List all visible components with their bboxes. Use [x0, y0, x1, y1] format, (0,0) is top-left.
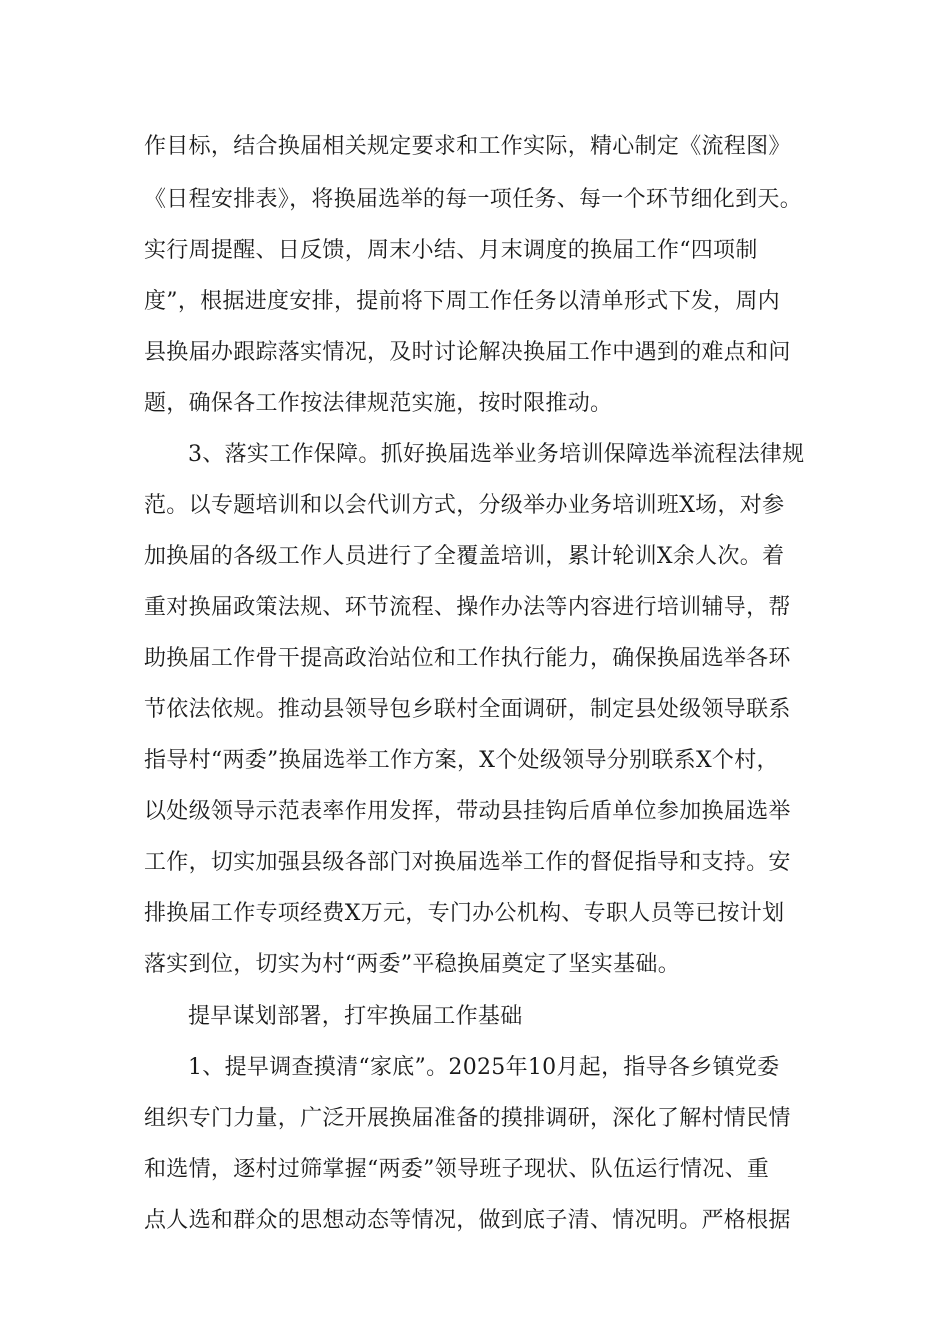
- text-line-22: 点人选和群众的思想动态等情况，做到底子清、情况明。严格根据: [144, 1208, 791, 1233]
- text-line-9: 加换届的各级工作人员进行了全覆盖培训，累计轮训X余人次。着: [144, 544, 785, 569]
- text-line-8: 范。以专题培训和以会代训方式，分级举办业务培训班X场，对参: [144, 493, 785, 518]
- text-line-15: 工作，切实加强县级各部门对换届选举工作的督促指导和支持。安: [144, 850, 791, 875]
- text-line-14: 以处级领导示范表率作用发挥，带动县挂钩后盾单位参加换届选举: [144, 799, 791, 824]
- text-line-10: 重对换届政策法规、环节流程、操作办法等内容进行培训辅导，帮: [144, 595, 791, 620]
- text-line-3: 实行周提醒、日反馈，周末小结、月末调度的换届工作“四项制: [144, 238, 758, 263]
- text-line-16: 排换届工作专项经费X万元，专门办公机构、专职人员等已按计划: [144, 901, 785, 926]
- paragraph-1-start: 1、提早调查摸清“家底”。2025年10月起，指导各乡镇党委: [188, 1055, 780, 1080]
- text-line-5: 县换届办跟踪落实情况，及时讨论解决换届工作中遇到的难点和问: [144, 340, 791, 365]
- text-line-20: 组织专门力量，广泛开展换届准备的摸排调研，深化了解村情民情: [144, 1106, 791, 1131]
- text-line-17: 落实到位，切实为村“两委”平稳换届奠定了坚实基础。: [144, 952, 680, 977]
- text-line-2: 《日程安排表》，将换届选举的每一项任务、每一个环节细化到天。: [144, 187, 803, 212]
- text-line-11: 助换届工作骨干提高政治站位和工作执行能力，确保换届选举各环: [144, 646, 791, 671]
- text-line-12: 节依法依规。推动县领导包乡联村全面调研，制定县处级领导联系: [144, 697, 791, 722]
- text-line-6: 题，确保各工作按法律规范实施，按时限推动。: [144, 391, 613, 416]
- text-line-13: 指导村“两委”换届选举工作方案，X个处级领导分别联系X个村，: [144, 748, 779, 773]
- text-line-1: 作目标，结合换届相关规定要求和工作实际，精心制定《流程图》: [144, 134, 791, 159]
- text-line-4: 度”，根据进度安排，提前将下周工作任务以清单形式下发，周内: [144, 289, 780, 314]
- section-heading: 提早谋划部署，打牢换届工作基础: [188, 1004, 523, 1029]
- paragraph-3-start: 3、落实工作保障。抓好换届选举业务培训保障选举流程法律规: [188, 442, 805, 467]
- text-line-21: 和选情，逐村过筛掌握“两委”领导班子现状、队伍运行情况、重: [144, 1157, 770, 1182]
